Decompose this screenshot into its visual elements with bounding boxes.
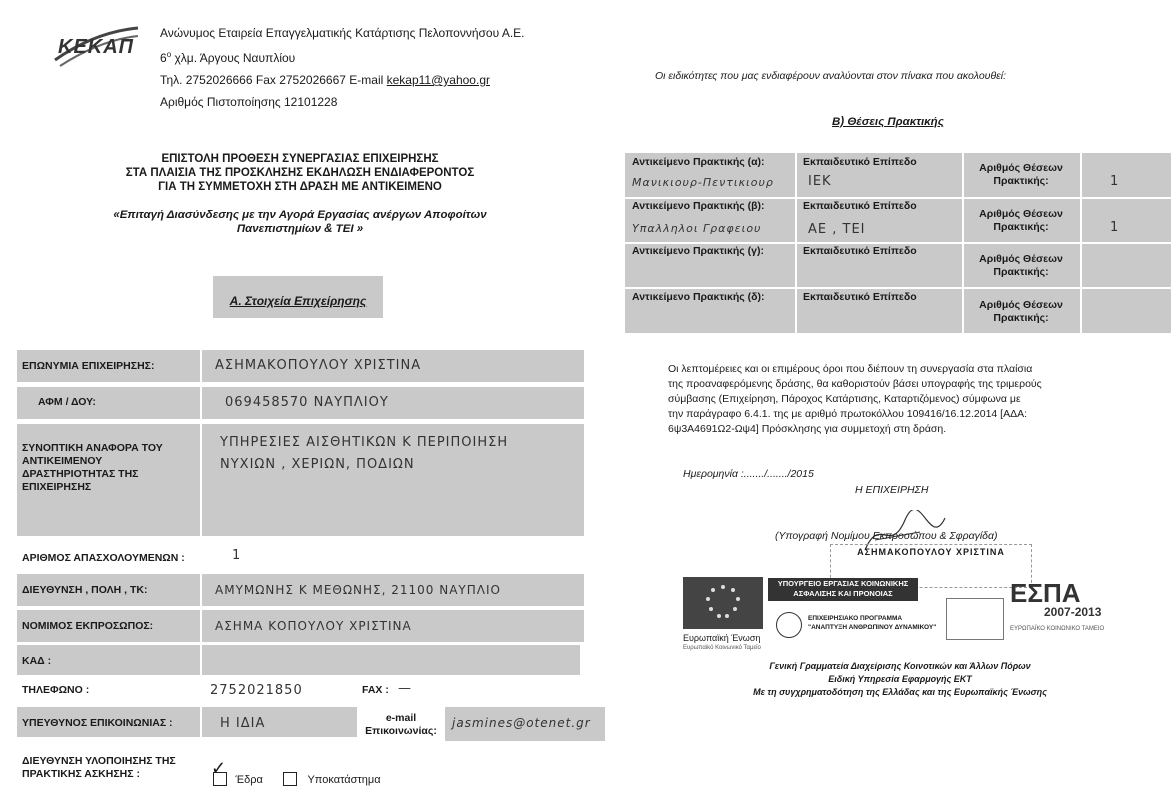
company-header [160, 22, 580, 113]
option-branch[interactable] [283, 770, 381, 788]
check-mark-icon: ✓ [211, 758, 227, 778]
company-contact: Τηλ. 2752026666 Fax 2752026667 E-mail kekap11@yahoo.gr [160, 73, 490, 87]
espa-sub: ΕΥΡΩΠΑΪΚΟ ΚΟΙΝΩΝΙΚΟ ΤΑΜΕΙΟ [1010, 626, 1105, 632]
logo-text: ΚΕΚΑΠ [58, 36, 135, 58]
impl-label: ΔΙΕΥΘΥΝΣΗ ΥΛΟΠΟΙΗΣΗΣ ΤΗΣ ΠΡΑΚΤΙΚΗΣ ΑΣΚΗΣΗΣ : [22, 755, 176, 780]
eu-flag [683, 577, 763, 629]
espa-label: ΕΣΠΑ [1010, 578, 1081, 608]
row-b-level-label: Εκπαιδευτικό Επίπεδο [803, 200, 917, 212]
phone-value[interactable]: 2752021850 [210, 683, 303, 698]
address-label: ΔΙΕΥΘΥΝΣΗ , ΠΟΛΗ , ΤΚ: [22, 584, 148, 596]
activity-value[interactable]: ΥΠΗΡΕΣΙΕΣ ΑΙΣΘΗΤΙΚΩΝ Κ ΠΕΡΙΠΟΙΗΣΗ ΝΥΧΙΩΝ , ΧΕΡΙΩΝ, ΠΟΔΙΩΝ [220, 435, 509, 472]
name-label: ΕΠΩΝΥΜΙΑ ΕΠΙΧΕΙΡΗΣΗΣ: [22, 360, 155, 372]
address-value[interactable]: ΑΜΥΜΩΝΗΣ Κ ΜΕΘΩΝΗΣ, 21100 ΝΑΥΠΛΙΟ [215, 583, 501, 597]
section-b-title: Β) Θέσεις Πρακτικής [832, 116, 944, 128]
company-address: $6^o$ χλμ. Άργους Ναυπλίου [160, 50, 296, 65]
company-name: Ανώνυμος Εταιρεία Επαγγελματικής Κατάρτισης Πελοποννήσου Α.Ε. [160, 26, 525, 40]
row-b-obj-value[interactable]: Υπαλληλοι Γραφειου [632, 222, 762, 235]
row-a-obj-label: Αντικείμενο Πρακτικής (α): [632, 156, 765, 168]
row-a-level-value[interactable]: ΙΕΚ [808, 174, 832, 189]
row-c-pos-label: Αριθμός Θέσεων Πρακτικής: [979, 253, 1063, 278]
employees-label: ΑΡΙΘΜΟΣ ΑΠΑΣΧΟΛΟΥΜΕΝΩΝ : [22, 552, 185, 564]
row-d-level-label: Εκπαιδευτικό Επίπεδο [803, 291, 917, 303]
fax-value[interactable]: — [398, 681, 412, 696]
hq-label: Έδρα [235, 774, 263, 786]
eu-label: Ευρωπαϊκή Ένωση [683, 633, 761, 643]
row-a-obj-value[interactable]: Μανικιουρ-Πεντικιουρ [632, 176, 774, 189]
contact-value[interactable]: Η ΙΔΙΑ [220, 716, 266, 731]
row-kad-bg [17, 645, 580, 675]
row-a-pos-label: Αριθμός Θέσεων Πρακτικής: [979, 162, 1063, 187]
contact-label: ΥΠΕΥΘΥΝΟΣ ΕΠΙΚΟΙΝΩΝΙΑΣ : [22, 717, 173, 729]
terms-paragraph: Οι λεπτομέρειες και οι επιμέρους όροι που διέπουν τη συνεργασία στα πλαίσια της προαναφερόμενης δράσης, θα καθοριστούν βάσει υπογραφής της τριμερούς σύμβασης (Επιχείρηση, Πάροχος Κατάρτισης, Καταρτιζόμενος) σύμφωνα με την παράγραφο 6.4.1. της με αριθμό πρωτοκόλλου 109416/16.12.2014 [ΑΔΑ: 6ψ3Α4691Ω2-Ωψ4] Πρόσκλησης για συμμετοχή στη δράση. [668, 363, 1042, 435]
kekap-logo [50, 22, 140, 72]
rep-label: ΝΟΜΙΜΟΣ ΕΚΠΡΟΣΩΠΟΣ: [22, 620, 154, 632]
activity-label: ΣΥΝΟΠΤΙΚΗ ΑΝΑΦΟΡΑ ΤΟΥ ΑΝΤΙΚΕΙΜΕΝΟΥ ΔΡΑΣΤΗΡΙΟΤΗΤΑΣ ΤΗΣ ΕΠΙΧΕΙΡΗΣΗΣ [22, 442, 163, 493]
row-c-level-label: Εκπαιδευτικό Επίπεδο [803, 245, 917, 257]
email-label: e-mail Επικοινωνίας: [365, 712, 437, 737]
espa-small-logo [946, 598, 1004, 640]
row-b-obj-label: Αντικείμενο Πρακτικής (β): [632, 200, 765, 212]
company-stamp: ΑΣΗΜΑΚΟΠΟΥΛΟΥ ΧΡΙΣΤΙΝΑ [830, 544, 1032, 588]
signature-caption: (Υπογραφή Νομίμου Εκπροσώπου & Σφραγίδα) [775, 530, 998, 542]
eu-sub: Ευρωπαϊκό Κοινωνικό Ταμείο [683, 645, 761, 651]
row-b-pos-value[interactable]: 1 [1110, 220, 1120, 235]
ministry-banner: ΥΠΟΥΡΓΕΙΟ ΕΡΓΑΣΙΑΣ ΚΟΙΝΩΝΙΚΗΣ ΑΣΦΑΛΙΣΗΣ ΚΑΙ ΠΡΟΝΟΙΑΣ [768, 578, 918, 601]
company-cert: Αριθμός Πιστοποίησης 12101228 [160, 95, 338, 109]
espa-years: 2007-2013 [1044, 605, 1102, 619]
section-a-title: Α. Στοιχεία Επιχείρησης [229, 294, 367, 308]
afm-label: ΑΦΜ / ΔΟΥ: [38, 396, 96, 408]
employees-value[interactable]: 1 [232, 548, 242, 563]
row-a-level-label: Εκπαιδευτικό Επίπεδο [803, 156, 917, 168]
fax-label: FAX : [362, 684, 389, 696]
row-d-obj-label: Αντικείμενο Πρακτικής (δ): [632, 291, 765, 303]
ministry-emblem-icon [776, 612, 802, 638]
row-a-pos-value[interactable]: 1 [1110, 174, 1120, 189]
row-d-pos-label: Αριθμός Θέσεων Πρακτικής: [979, 299, 1063, 324]
row-b-pos-label: Αριθμός Θέσεων Πρακτικής: [979, 208, 1063, 233]
afm-value[interactable]: 069458570 ΝΑΥΠΛΙΟΥ [225, 395, 389, 410]
company-caption: Η ΕΠΙΧΕΙΡΗΣΗ [855, 484, 929, 496]
letter-title: ΕΠΙΣΤΟΛΗ ΠΡΟΘΕΣΗ ΣΥΝΕΡΓΑΣΙΑΣ ΕΠΙΧΕΙΡΗΣΗΣ ΣΤΑ ΠΛΑΙΣΙΑ ΤΗΣ ΠΡΟΣΚΛΗΣΗΣ ΕΚΔΗΛΩΣΗ ΕΝΔΙΑΦΕΡΟΝΤΟΣ ΓΙΑ ΤΗ ΣΥΜΜΕΤΟΧΗ ΣΤΗ ΔΡΑΣΗ ΜΕ ΑΝΤΙΚΕΙΜΕΝΟ [125, 153, 475, 193]
row-c-obj-label: Αντικείμενο Πρακτικής (γ): [632, 245, 764, 257]
programme-text: ΕΠΙΧΕΙΡΗΣΙΑΚΟ ΠΡΟΓΡΑΜΜΑ "ΑΝΑΠΤΥΞΗ ΑΝΘΡΩΠΙΝΟΥ ΔΥΝΑΜΙΚΟΥ" [808, 615, 937, 631]
kad-label: ΚΑΔ : [22, 655, 52, 667]
branch-checkbox[interactable] [283, 772, 297, 786]
footer-text: Γενική Γραμματεία Διαχείρισης Κοινοτικών και Άλλων Πόρων Ειδική Υπηρεσία Εφαρμογής ΕΚΤ Με τη συγχρηματοδότηση της Ελλάδας και της Ευρωπαϊκής Ένωσης [753, 661, 1047, 697]
email-link[interactable]: kekap11@yahoo.gr [386, 73, 490, 87]
letter-subtitle: «Επιταγή Διασύνδεσης με την Αγορά Εργασίας ανέργων Αποφοίτων Πανεπιστημίων & ΤΕΙ » [113, 209, 487, 235]
rep-value[interactable]: ΑΣΗΜΑ ΚΟΠΟΥΛΟΥ ΧΡΙΣΤΙΝΑ [215, 619, 412, 633]
intro-text: Οι ειδικότητες που μας ενδιαφέρουν αναλύονται στον πίνακα που ακολουθεί: [655, 70, 1007, 82]
row-b-level-value[interactable]: ΑΕ , ΤΕΙ [808, 222, 866, 237]
phone-label: ΤΗΛΕΦΩΝΟ : [22, 684, 90, 696]
date-line: Ημερομηνία :......./......./2015 [683, 468, 814, 480]
name-value[interactable]: ΑΣΗΜΑΚΟΠΟΥΛΟΥ ΧΡΙΣΤΙΝΑ [215, 358, 422, 373]
email-value[interactable]: jasmines@otenet.gr [452, 716, 591, 730]
option-hq[interactable] [211, 758, 263, 788]
branch-label: Υποκατάστημα [307, 774, 381, 786]
